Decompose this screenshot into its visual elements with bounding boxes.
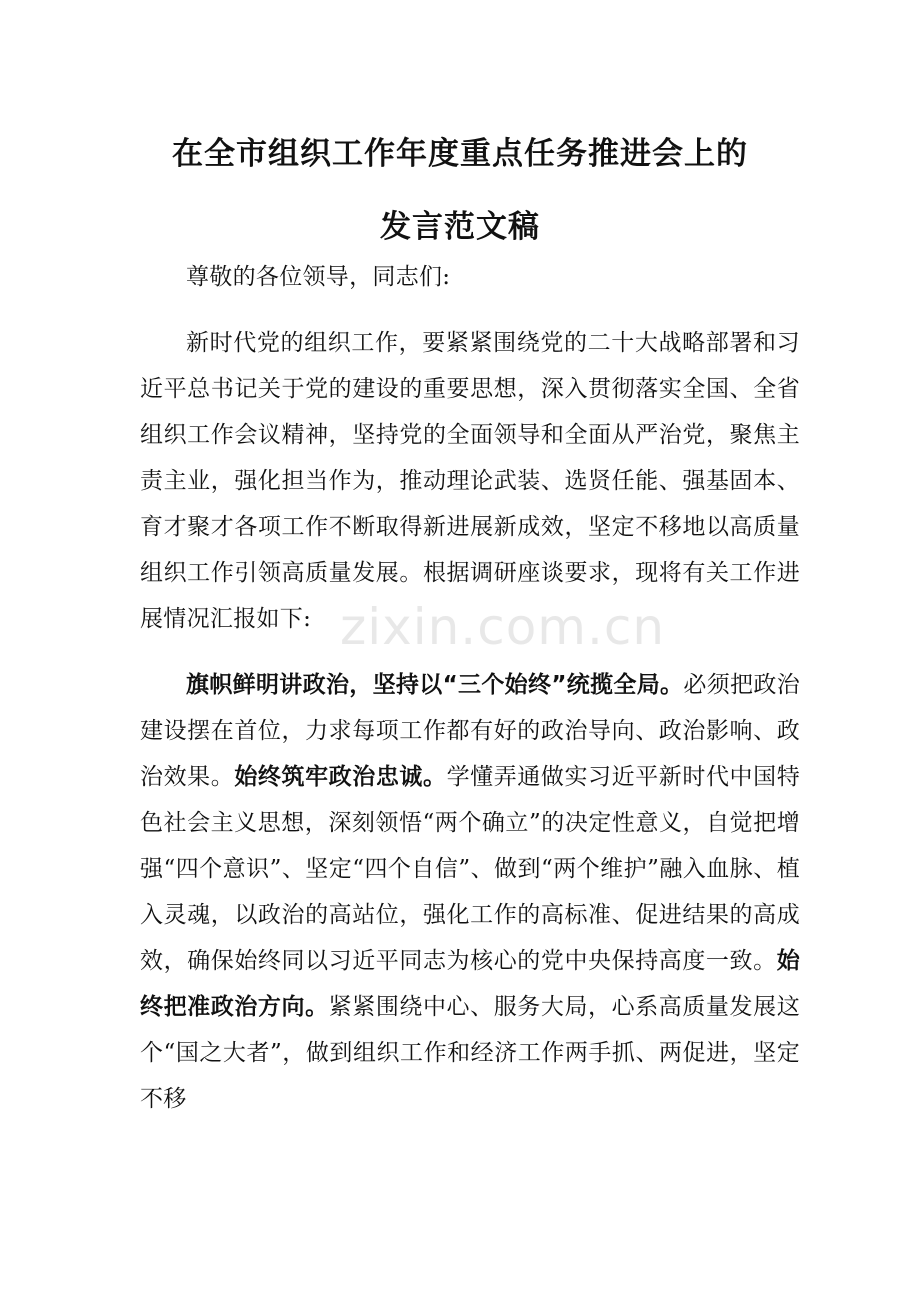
watermark: zixin.com.cn [340, 598, 666, 656]
document-title-line-2: 发言范文稿 [380, 209, 540, 245]
section-1-text-1: 必须把政治建设摆在首位，力求每项工作都有好的政治导向、政治影响、政治效果。 [140, 672, 800, 790]
document-title-line-1: 在全市组织工作年度重点任务推进会上的 [172, 136, 748, 172]
document-body [140, 254, 800, 1122]
section-1-paragraph [140, 662, 800, 1122]
section-1-subheading-2: 始终把准政治方向。 [140, 948, 800, 1020]
intro-paragraph: 新时代党的组织工作，要紧紧围绕党的二十大战略部署和习近平总书记关于党的建设的重要思想，深入贯彻落实全国、全省组织工作会议精神，坚持党的全面领导和全面从严治党，聚焦主责主业，强化担当作为，推动理论武装、选贤任能、强基固本、育才聚才各项工作不断取得新进展新成效，坚定不移地以高质量组织工作引领高质量发展。根据调研座谈要求，现将有关工作进展情况汇报如下: [140, 330, 800, 632]
section-1-heading: 旗帜鲜明讲政治，坚持以“三个始终”统揽全局。 [186, 672, 684, 698]
section-1-text-3: 紧紧围绕中心、服务大局，心系高质量发展这个“国之大者”，做到组织工作和经济工作两手抓、两促进，坚定不移 [140, 994, 800, 1112]
salutation: 尊敬的各位领导，同志们: [186, 264, 451, 290]
section-1-text-2: 学懂弄通做实习近平新时代中国特色社会主义思想，深刻领悟“两个确立”的决定性意义，自觉把增强“四个意识”、坚定“四个自信”、做到“两个维护”融入血脉、植入灵魂，以政治的高站位，强化工作的高标准、促进结果的高成效，确保始终同以习近平同志为核心的党中央保持高度一致。 [140, 764, 800, 974]
section-1-subheading-1: 始终筑牢政治忠诚。 [234, 764, 447, 790]
